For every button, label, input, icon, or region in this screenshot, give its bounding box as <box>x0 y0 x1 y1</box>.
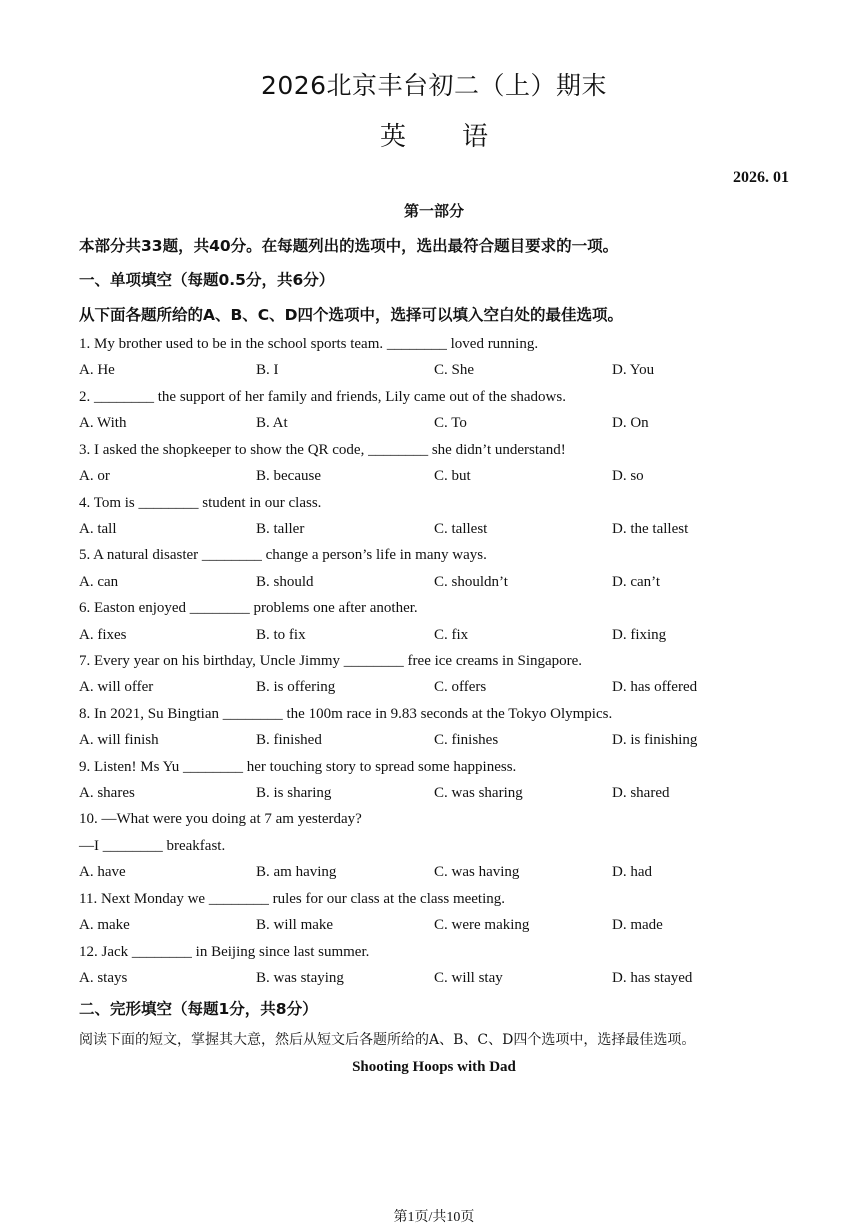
option-c: C. fix <box>434 627 469 643</box>
option-d: D. has offered <box>612 679 698 695</box>
question-options <box>79 362 839 382</box>
option-b: B. should <box>256 574 314 590</box>
option-a: A. can <box>79 574 119 590</box>
option-d: D. can’t <box>612 574 661 590</box>
option-b: B. taller <box>256 521 305 537</box>
option-a: A. or <box>79 468 110 484</box>
option-a: A. fixes <box>79 627 127 643</box>
question-options <box>79 521 839 541</box>
option-c: C. finishes <box>434 732 499 748</box>
subject-title: 英语 <box>379 122 544 152</box>
option-a: A. make <box>79 917 130 933</box>
question-stem: 3. I asked the shopkeeper to show the QR code, ________ she didn’t understand! <box>79 442 566 458</box>
option-c: C. To <box>434 415 467 431</box>
option-a: A. stays <box>79 970 128 986</box>
option-b: B. am having <box>256 864 337 880</box>
option-d: D. You <box>612 362 655 378</box>
option-d: D. fixing <box>612 627 667 643</box>
option-d: D. the tallest <box>612 521 689 537</box>
option-b: B. to fix <box>256 627 306 643</box>
section2-heading: 二、完形填空（每题1分，共8分） <box>79 1000 318 1018</box>
option-c: C. was sharing <box>434 785 523 801</box>
option-c: C. She <box>434 362 475 378</box>
question-options <box>79 574 839 594</box>
option-b: B. is offering <box>256 679 336 695</box>
question-options <box>79 627 839 647</box>
question-stem: 9. Listen! Ms Yu ________ her touching story to spread some happiness. <box>79 759 517 775</box>
option-c: C. was having <box>434 864 520 880</box>
section1-heading: 一、单项填空（每题0.5分，共6分） <box>79 271 335 289</box>
option-a: A. will finish <box>79 732 159 748</box>
question-stem: 1. My brother used to be in the school sports team. ________ loved running. <box>79 336 539 352</box>
question-options <box>79 785 839 805</box>
option-d: D. has stayed <box>612 970 693 986</box>
question-stem: 11. Next Monday we ________ rules for our class at the class meeting. <box>79 891 506 907</box>
option-c: C. offers <box>434 679 487 695</box>
question-stem: 5. A natural disaster ________ change a person’s life in many ways. <box>79 547 487 563</box>
section2-instruction: 阅读下面的短文，掌握其大意，然后从短文后各题所给的A、B、C、D四个选项中，选择最佳选项。 <box>79 1032 696 1048</box>
option-b: B. was staying <box>256 970 344 986</box>
option-c: C. shouldn’t <box>434 574 508 590</box>
question-options <box>79 732 839 752</box>
option-d: D. is finishing <box>612 732 698 748</box>
question-options <box>79 864 839 884</box>
option-c: C. were making <box>434 917 530 933</box>
question-options <box>79 970 839 990</box>
option-a: A. With <box>79 415 127 431</box>
option-d: D. had <box>612 864 652 880</box>
question-stem: 12. Jack ________ in Beijing since last summer. <box>79 944 370 960</box>
option-b: B. I <box>256 362 279 378</box>
option-b: B. At <box>256 415 288 431</box>
question-stem: 8. In 2021, Su Bingtian ________ the 100m race in 9.83 seconds at the Tokyo Olympics. <box>79 706 613 722</box>
part-intro: 本部分共33题，共40分。在每题列出的选项中，选出最符合题目要求的一项。 <box>79 237 619 255</box>
option-c: C. but <box>434 468 471 484</box>
question-options <box>79 468 839 488</box>
option-a: A. tall <box>79 521 117 537</box>
story-title: Shooting Hoops with Dad <box>352 1059 516 1075</box>
option-b: B. is sharing <box>256 785 332 801</box>
option-a: A. have <box>79 864 126 880</box>
question-stem: 6. Easton enjoyed ________ problems one after another. <box>79 600 418 616</box>
exam-date: 2026. 01 <box>733 169 789 186</box>
option-d: D. made <box>612 917 663 933</box>
page-number: 第1页/共10页 <box>393 1210 475 1225</box>
option-d: D. so <box>612 468 644 484</box>
option-a: A. will offer <box>79 679 154 695</box>
option-a: A. shares <box>79 785 135 801</box>
question-options <box>79 917 839 937</box>
question-stem: 10. —What were you doing at 7 am yesterday? <box>79 811 362 827</box>
option-b: B. because <box>256 468 321 484</box>
question-stem: 4. Tom is ________ student in our class. <box>79 495 322 511</box>
question-options <box>79 415 839 435</box>
option-b: B. finished <box>256 732 322 748</box>
option-b: B. will make <box>256 917 334 933</box>
option-d: D. shared <box>612 785 670 801</box>
exam-title: 2026北京丰台初二（上）期末 <box>260 71 608 100</box>
question-stem: 2. ________ the support of her family and friends, Lily came out of the shadows. <box>79 389 566 405</box>
option-c: C. will stay <box>434 970 503 986</box>
option-d: D. On <box>612 415 649 431</box>
question-stem: 7. Every year on his birthday, Uncle Jimmy ________ free ice creams in Singapore. <box>79 653 583 669</box>
question-stem-answer-line: —I ________ breakfast. <box>79 838 226 854</box>
part-title: 第一部分 <box>403 202 464 220</box>
option-a: A. He <box>79 362 115 378</box>
section1-instruction: 从下面各题所给的A、B、C、D四个选项中，选择可以填入空白处的最佳选项。 <box>79 306 624 324</box>
option-c: C. tallest <box>434 521 488 537</box>
question-options <box>79 679 839 699</box>
